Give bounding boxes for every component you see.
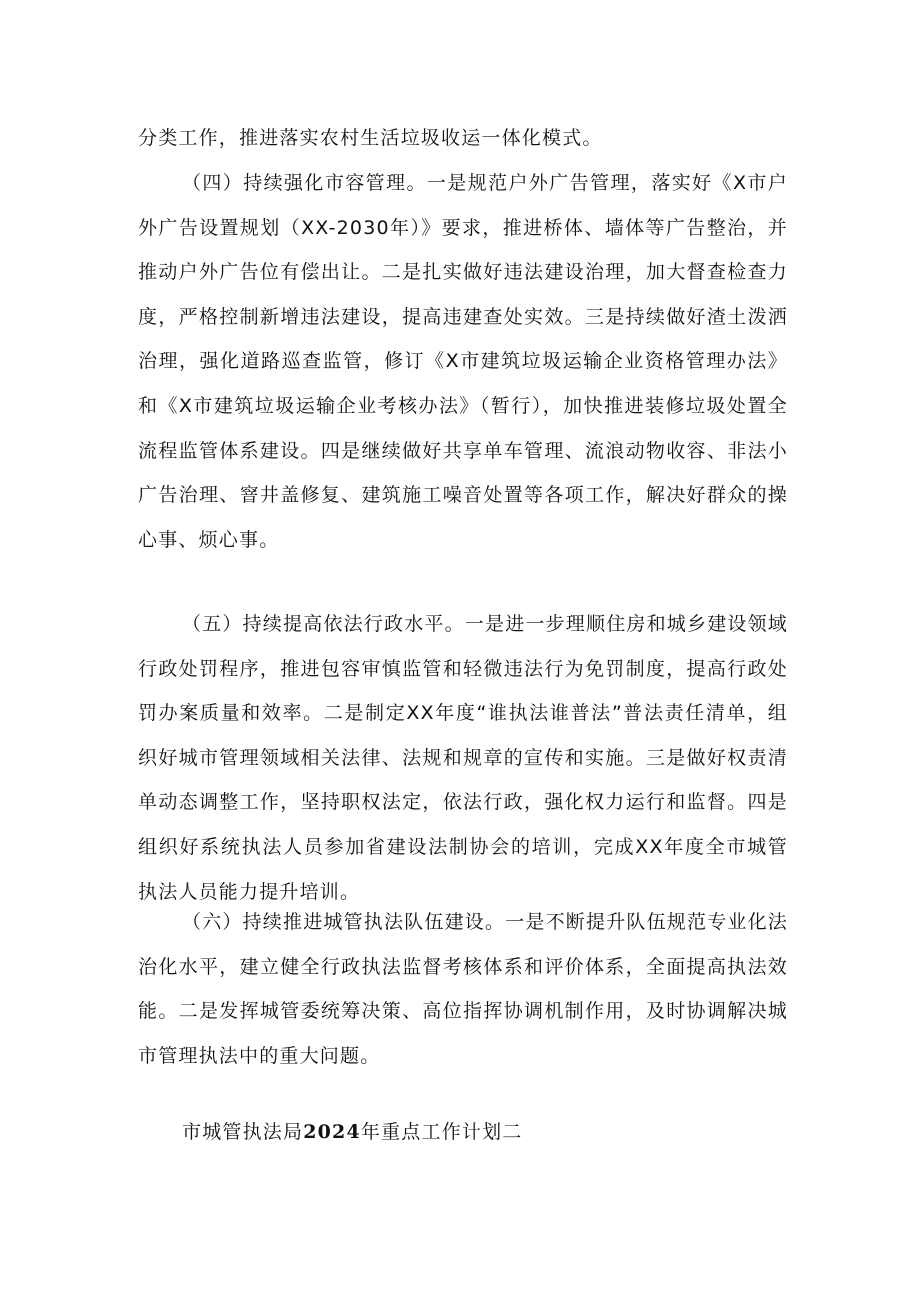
paragraph-classification-work: 分类工作，推进落实农村生活垃圾收运一体化模式。	[138, 127, 603, 149]
heading-year: 2024	[303, 1121, 361, 1143]
heading-suffix: 年重点工作计划二	[360, 1121, 523, 1143]
paragraph-team-building: （六）持续推进城管执法队伍建设。一是不断提升队伍规范专业化法治化水平，建立健全行政执法监督考核体系和评价体系，全面提高执法效能。二是发挥城管委统筹决策、高位指挥协调机制作用，及时协调解决城市管理执法中的重大问题。	[138, 911, 789, 1067]
paragraph-city-appearance: （四）持续强化市容管理。一是规范户外广告管理，落实好《X市户外广告设置规划（XX-2030年）》要求，推进桥体、墙体等广告整治，并推动户外广告位有偿出让。二是扎实做好违法建设治理，加大督查检查力度，严格控制新增违法建设，提高违建查处实效。三是持续做好渣土泼洒治理，强化道路巡查监管，修订《X市建筑垃圾运输企业资格管理办法》和《X市建筑垃圾运输企业考核办法》（暂行），加快推进装修垃圾处置全流程监管体系建设。四是继续做好共享单车管理、流浪动物收容、非法小广告治理、窨井盖修复、建筑施工噪音处置等各项工作，解决好群众的操心事、烦心事。	[138, 172, 788, 551]
paragraph-law-administration: （五）持续提高依法行政水平。一是进一步理顺住房和城乡建设领域行政处罚程序，推进包容审慎监管和轻微违法行为免罚制度，提高行政处罚办案质量和效率。二是制定XX年度“谁执法谁普法”普法责任清单，组织好城市管理领域相关法律、法规和规章的宣传和实施。三是做好权责清单动态调整工作，坚持职权法定，依法行政，强化权力运行和监督。四是组织好系统执法人员参加省建设法制协会的培训，完成XX年度全市城管执法人员能力提升培训。	[138, 613, 789, 903]
section-heading	[182, 1110, 523, 1154]
heading-prefix: 市城管执法局	[182, 1121, 304, 1143]
